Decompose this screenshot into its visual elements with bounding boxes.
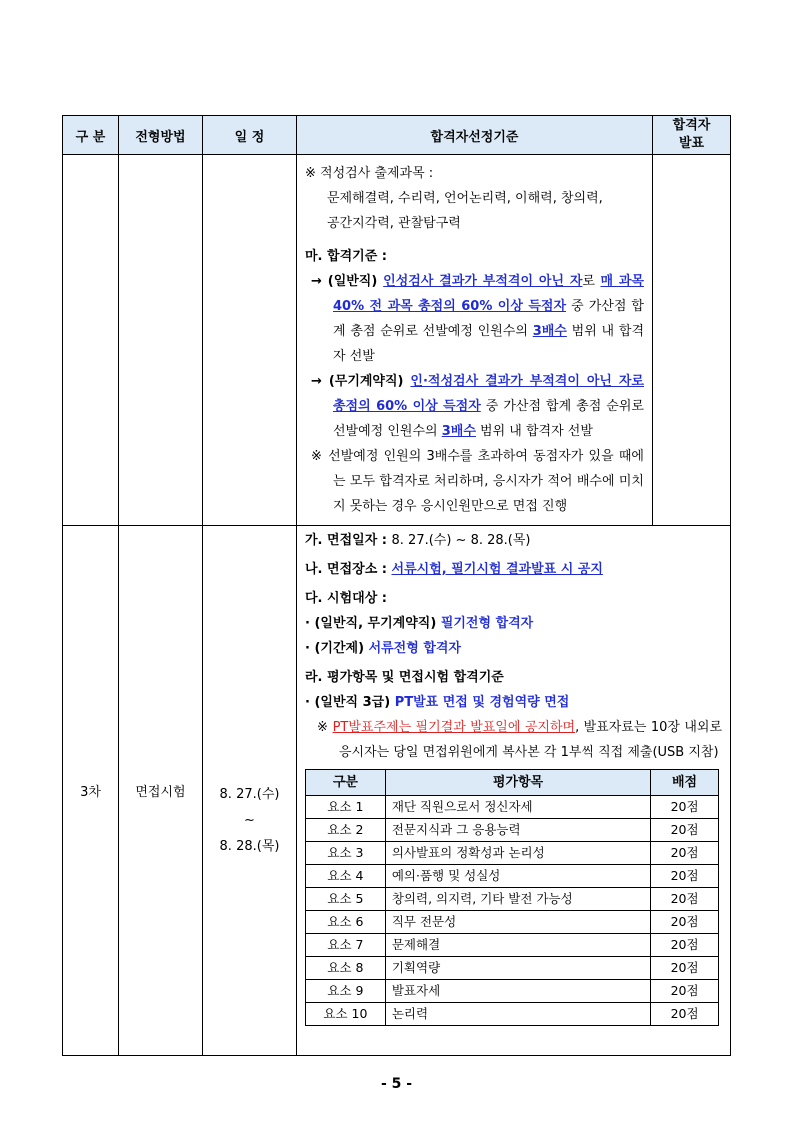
aptitude-subjects-1: 문제해결력, 수리력, 언어논리력, 이해력, 창의력, [327, 191, 603, 206]
aptitude-note-title: ※ 적성검사 출제과목 : [305, 166, 434, 181]
pt-note-highlight: PT발표주제는 필기결과 발표일에 공지하며 [332, 720, 576, 735]
interview-place-label: 나. 면접장소 : [305, 562, 392, 577]
score-table-header [306, 770, 719, 796]
score-element: 요소 5 [306, 888, 386, 911]
score-table [305, 769, 719, 1026]
score-element: 요소 9 [306, 980, 386, 1003]
score-element: 요소 7 [306, 934, 386, 957]
schedule-cell-empty [203, 155, 297, 526]
tie-note: ※ 선발예정 인원의 3배수를 초과하여 동점자가 있을 때에는 모두 합격자로 처리하며, 응시자가 적어 배수에 미치지 못하는 경우 응시인원만으로 면접 진행 [311, 449, 644, 514]
score-element: 요소 1 [306, 796, 386, 819]
exam-target-temporary-label: · (기간제) [305, 641, 369, 656]
score-item: 예의·품행 및 성실성 [385, 865, 650, 888]
score-header-item: 평가항목 [385, 770, 650, 796]
interview-place [305, 557, 722, 582]
pt-note-rest: , 발표자료는 10장 내외로 응시자는 당일 면접위원에게 복사본 각 1부씩 직접 제출(USB 지참) [339, 720, 722, 760]
score-points: 20점 [651, 819, 719, 842]
score-element: 요소 10 [306, 1003, 386, 1026]
criteria-general-rest2: 범위 내 합격자 선발 [333, 324, 644, 364]
criteria-general-rest1: 중 가산점 합계 총점 순위로 선발예정 인원수의 [333, 299, 644, 339]
header-method: 전형방법 [119, 116, 203, 155]
page [62, 115, 730, 1056]
selection-table [62, 115, 731, 1056]
score-element: 요소 2 [306, 819, 386, 842]
method-cell-empty [119, 155, 203, 526]
exam-target-title: 다. 시험대상 : [305, 591, 387, 606]
exam-target-temporary [305, 636, 722, 661]
score-item: 기획역량 [385, 957, 650, 980]
score-element: 요소 3 [306, 842, 386, 865]
exam-target-temporary-value: 서류전형 합격자 [368, 641, 461, 656]
schedule-end: 8. 28.(목) [219, 838, 280, 854]
pt-note [305, 715, 722, 765]
interview-criteria-cell [297, 526, 731, 1056]
table-row [306, 819, 719, 842]
criteria-contract-highlight2: 3배수 [441, 424, 476, 439]
table-row [306, 888, 719, 911]
method-cell: 면접시험 [119, 526, 203, 1056]
evaluation-title: 라. 평가항목 및 면접시험 합격기준 [305, 670, 504, 685]
score-header-category: 구분 [306, 770, 386, 796]
evaluation-general-value: PT발표 면접 및 경험역량 면접 [394, 695, 570, 710]
page-number: - 5 - [380, 1076, 413, 1092]
criteria-contract-highlight1: 인·적성검사 결과가 부적격이 아닌 자로 총점의 60% 이상 득점자 [333, 374, 644, 414]
header-criteria: 합격자선정기준 [297, 116, 653, 155]
table-row [306, 842, 719, 865]
score-points: 20점 [651, 980, 719, 1003]
header-announcement [653, 116, 731, 155]
score-item: 창의력, 의지력, 기타 발전 가능성 [385, 888, 650, 911]
criteria-contract-rest2: 범위 내 합격자 선발 [475, 424, 593, 439]
interview-date-label: 가. 면접일자 : [305, 533, 392, 548]
table-row-3rd-interview [63, 526, 731, 1056]
criteria-general-highlight1: 인성검사 결과가 부적격이 아닌 자 [383, 274, 583, 289]
table-row [306, 865, 719, 888]
evaluation-general-label: · (일반직 3급) [305, 695, 395, 710]
exam-target-general-label: · (일반직, 무기계약직) [305, 616, 441, 631]
score-points: 20점 [651, 934, 719, 957]
score-item: 재단 직원으로서 정신자세 [385, 796, 650, 819]
criteria-contract-rest1: 중 가산점 합계 총점 순위로 선발예정 인원수의 [333, 399, 644, 439]
interview-date [305, 528, 722, 553]
score-item: 발표자세 [385, 980, 650, 1003]
table-row [306, 1003, 719, 1026]
header-category: 구 분 [63, 116, 119, 155]
announcement-cell-empty [653, 155, 731, 526]
score-item: 직무 전문성 [385, 911, 650, 934]
schedule-separator: ~ [244, 812, 255, 828]
aptitude-subjects-2: 공간지각력, 관찰탐구력 [327, 216, 461, 231]
table-row [306, 796, 719, 819]
table-row [306, 911, 719, 934]
aptitude-note [305, 161, 644, 236]
pt-note-prefix: ※ [317, 720, 333, 735]
criteria-contract-prefix: → (무기계약직) [311, 374, 411, 389]
schedule-cell [203, 526, 297, 1056]
interview-date-value: 8. 27.(수) ~ 8. 28.(목) [391, 533, 531, 548]
score-points: 20점 [651, 888, 719, 911]
table-row [306, 957, 719, 980]
header-announcement-line2: 발표 [678, 136, 705, 151]
table-row [306, 980, 719, 1003]
score-points: 20점 [651, 865, 719, 888]
score-element: 요소 8 [306, 957, 386, 980]
header-schedule: 일 정 [203, 116, 297, 155]
criteria-general-prefix: → (일반직) [311, 274, 384, 289]
exam-target-general-value: 필기전형 합격자 [440, 616, 534, 631]
score-points: 20점 [651, 911, 719, 934]
score-points: 20점 [651, 957, 719, 980]
table-row [306, 934, 719, 957]
score-element: 요소 4 [306, 865, 386, 888]
table-header-row [63, 116, 731, 155]
score-item: 논리력 [385, 1003, 650, 1026]
score-element: 요소 6 [306, 911, 386, 934]
score-table-body [306, 796, 719, 1026]
score-points: 20점 [651, 842, 719, 865]
criteria-general-mid: 로 [582, 274, 601, 289]
score-item: 문제해결 [385, 934, 650, 957]
criteria-general-highlight2: 매 과목 40% 전 과목 총점의 60% 이상 득점자 [333, 274, 644, 314]
score-points: 20점 [651, 1003, 719, 1026]
table-row-2nd-continued [63, 155, 731, 526]
criteria-contract [305, 369, 644, 444]
header-announcement-line1: 합격자 [672, 118, 711, 133]
schedule-start: 8. 27.(수) [219, 786, 280, 802]
stage-cell-empty [63, 155, 119, 526]
exam-target-general [305, 611, 722, 636]
criteria-title: 마. 합격기준 : [305, 249, 387, 264]
evaluation-general [305, 690, 722, 715]
criteria-general-highlight3: 3배수 [532, 324, 567, 339]
criteria-cell [297, 155, 653, 526]
score-item: 의사발표의 정확성과 논리성 [385, 842, 650, 865]
stage-cell: 3차 [63, 526, 119, 1056]
score-item: 전문지식과 그 응용능력 [385, 819, 650, 842]
score-points: 20점 [651, 796, 719, 819]
interview-place-value: 서류시험, 필기시험 결과발표 시 공지 [391, 562, 603, 577]
score-header-points: 배점 [651, 770, 719, 796]
criteria-general [305, 269, 644, 369]
